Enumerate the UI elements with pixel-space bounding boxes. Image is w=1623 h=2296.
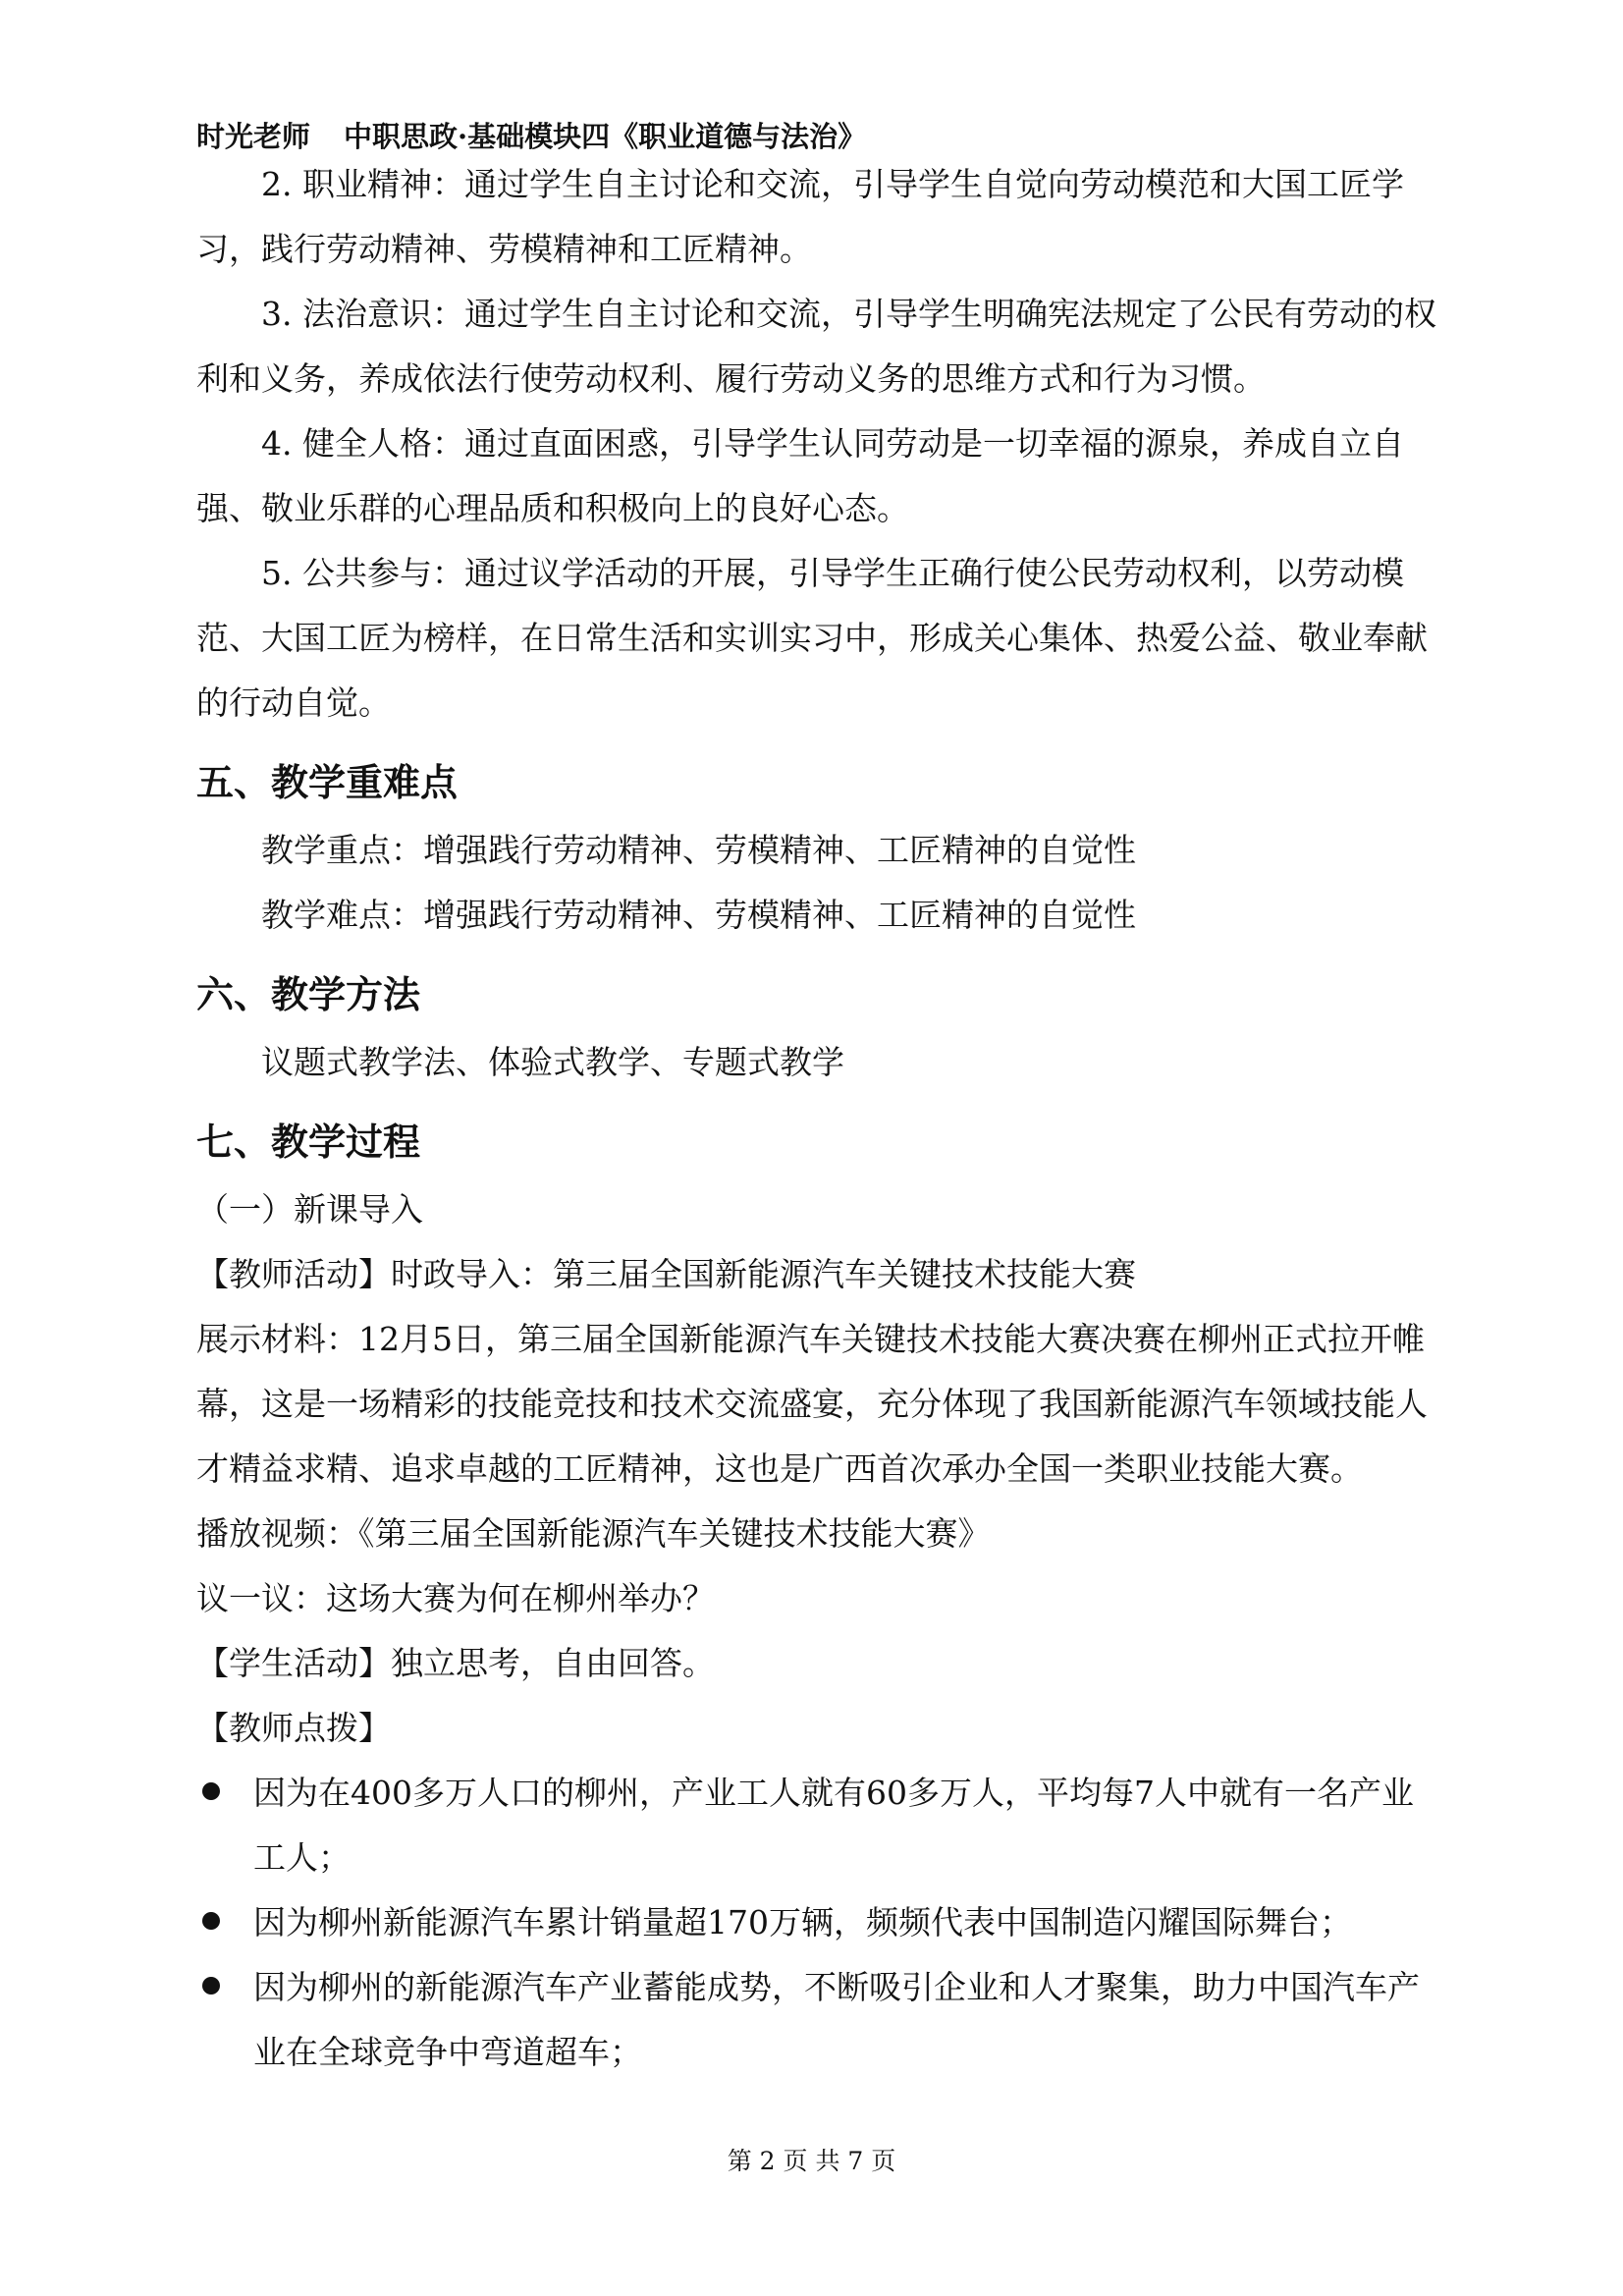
objective-paragraph: 4. 健全人格：通过直面困惑，引导学生认同劳动是一切幸福的源泉，养成自立自强、敬业乐群的心理品质和积极向上的良好心态。	[196, 424, 1404, 527]
page-footer: 第 2 页 共 7 页	[727, 2147, 896, 2175]
section-heading-methods: 六、教学方法	[196, 973, 421, 1016]
page-header	[196, 115, 866, 155]
discussion-question: 议一议：这场大赛为何在柳州举办？	[196, 1579, 715, 1617]
section-heading-key-points: 五、教学重难点	[196, 761, 459, 804]
material-paragraph: 展示材料：12月5日，第三届全国新能源汽车关键技术技能大赛决赛在柳州正式拉开帷幕，这是一场精彩的技能竞技和技术交流盛宴，充分体现了我国新能源汽车领域技能人才精益求精、追求卓越的工匠精神，这也是广西首次承办全国一类职业技能大赛。	[196, 1320, 1428, 1488]
header-course: 中职思政·基础模块四《职业道德与法治》	[344, 120, 867, 153]
subsection-heading: （一）新课导入	[196, 1190, 423, 1229]
key-point-text: 教学重点：增强践行劳动精神、劳模精神、工匠精神的自觉性	[261, 831, 1136, 869]
bullet-icon	[202, 1912, 220, 1930]
reasons-list	[196, 1761, 1443, 2085]
section-heading-process: 七、教学过程	[196, 1121, 421, 1164]
difficult-point-text: 教学难点：增强践行劳动精神、劳模精神、工匠精神的自觉性	[261, 896, 1136, 934]
list-item	[196, 1955, 1443, 2085]
list-item-text: 因为在400多万人口的柳州，产业工人就有60多万人，平均每7人中就有一名产业工人；	[253, 1774, 1414, 1877]
teacher-guide-label: 【教师点拨】	[196, 1709, 391, 1747]
bullet-icon	[202, 1977, 220, 1995]
bullet-icon	[202, 1782, 220, 1800]
teacher-activity-text: 【教师活动】时政导入：第三届全国新能源汽车关键技术技能大赛	[196, 1255, 1136, 1293]
objective-paragraph: 5. 公共参与：通过议学活动的开展，引导学生正确行使公民劳动权利，以劳动模范、大国工匠为榜样，在日常生活和实训实习中，形成关心集体、热爱公益、敬业奉献的行动自觉。	[196, 554, 1428, 722]
list-item	[196, 1761, 1443, 1890]
document-body	[196, 152, 1443, 2085]
video-text: 播放视频：《第三届全国新能源汽车关键技术技能大赛》	[196, 1514, 991, 1553]
objective-paragraph: 3. 法治意识：通过学生自主讨论和交流，引导学生明确宪法规定了公民有劳动的权利和义务，养成依法行使劳动权利、履行劳动义务的思维方式和行为习惯。	[196, 295, 1436, 398]
header-author: 时光老师	[196, 120, 311, 153]
objective-paragraph: 2. 职业精神：通过学生自主讨论和交流，引导学生自觉向劳动模范和大国工匠学习，践行劳动精神、劳模精神和工匠精神。	[196, 165, 1404, 268]
methods-text: 议题式教学法、体验式教学、专题式教学	[261, 1043, 844, 1081]
list-item-text: 因为柳州的新能源汽车产业蓄能成势，不断吸引企业和人才聚集，助力中国汽车产业在全球竞争中弯道超车；	[253, 1968, 1420, 2071]
list-item	[196, 1890, 1443, 1955]
list-item-text: 因为柳州新能源汽车累计销量超170万辆，频频代表中国制造闪耀国际舞台；	[253, 1903, 1352, 1941]
student-activity-text: 【学生活动】独立思考，自由回答。	[196, 1644, 715, 1682]
